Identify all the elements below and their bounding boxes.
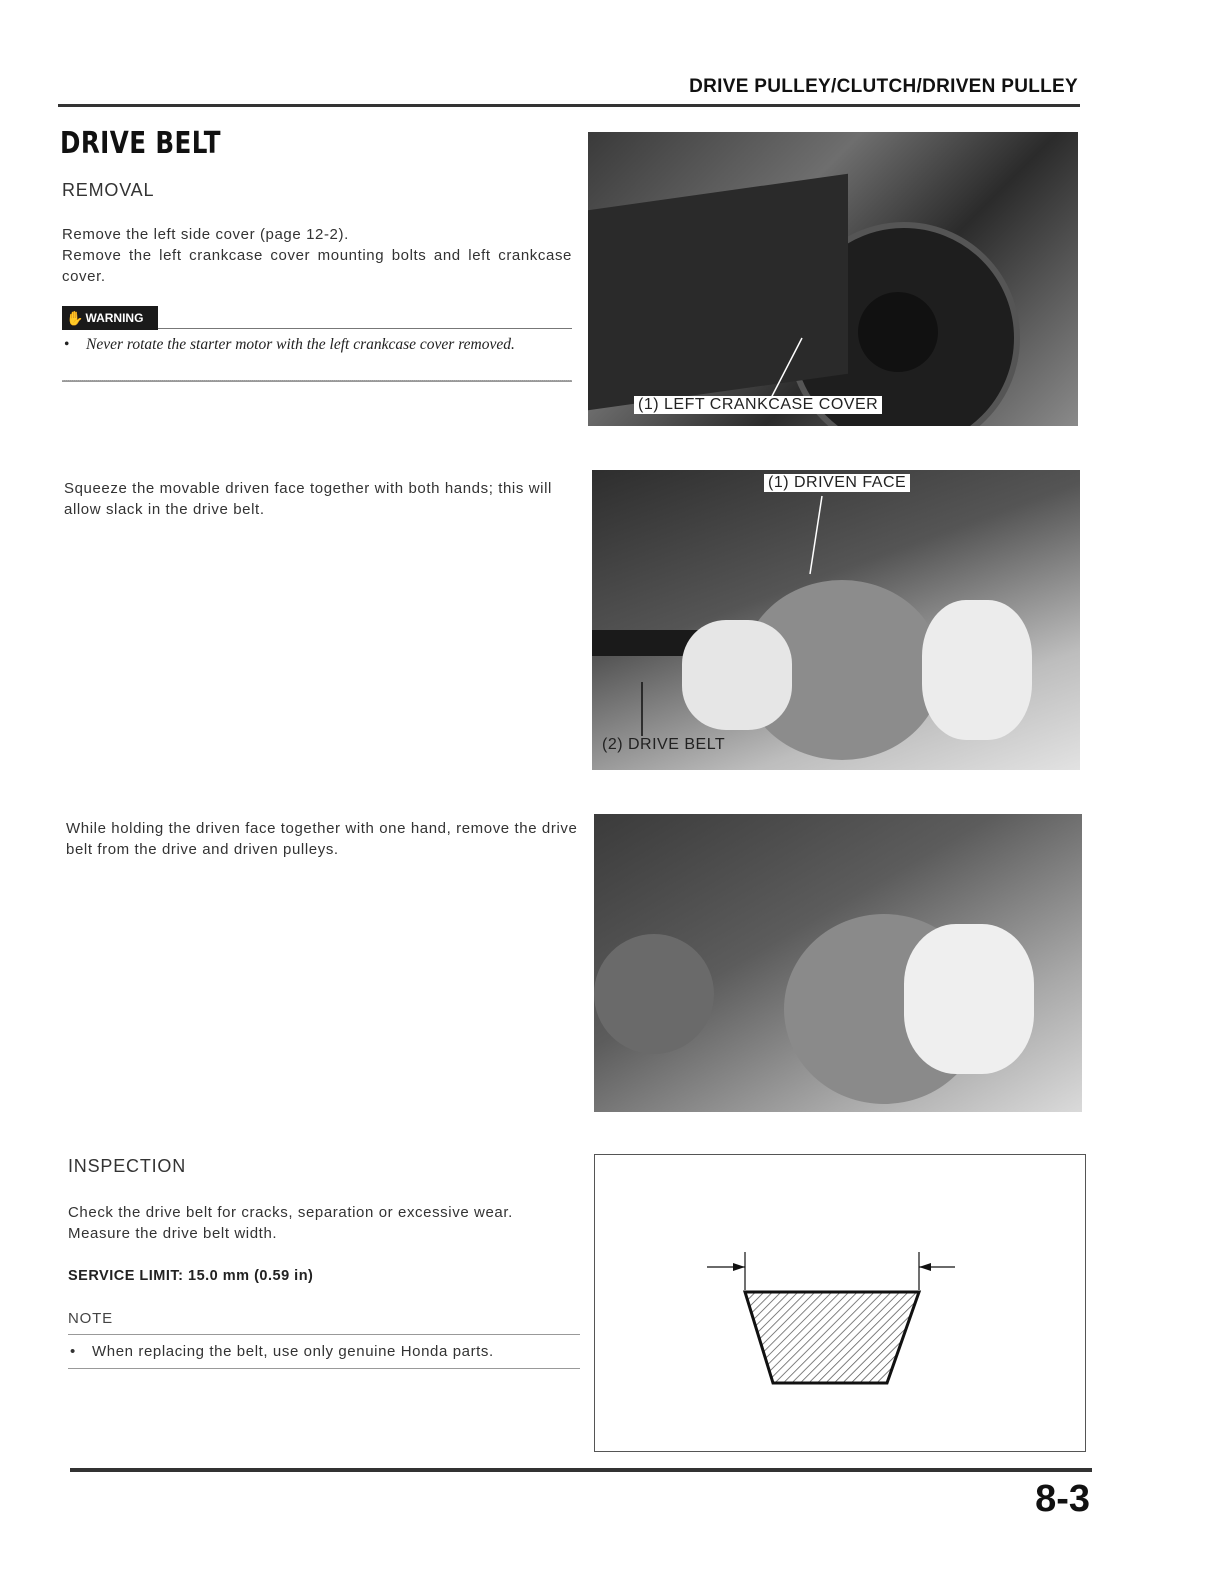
removal-step-1 — [62, 224, 572, 287]
photo-left-crankcase-cover — [588, 132, 1078, 426]
drive-pulley-shape — [594, 934, 714, 1054]
belt-width-diagram — [594, 1154, 1086, 1452]
bottom-rule — [70, 1468, 1092, 1472]
warning-message: Never rotate the starter motor with the left crankcase cover removed. — [86, 336, 515, 353]
removal-step-1-line-1: Remove the left side cover (page 12-2). — [62, 226, 349, 243]
warning-text — [64, 334, 574, 355]
bullet-icon: • — [64, 336, 70, 353]
left-arrowhead-icon — [733, 1263, 745, 1271]
photo-1-leader-line — [588, 132, 1078, 426]
note-text: When replacing the belt, use only genuine Honda parts. — [92, 1343, 494, 1360]
photo-remove-drive-belt — [594, 814, 1082, 1112]
belt-cross-section — [745, 1292, 919, 1383]
inspection-text-line-2: Measure the drive belt width. — [68, 1225, 278, 1242]
right-arrowhead-icon — [919, 1263, 931, 1271]
warning-rule-bottom — [62, 380, 572, 382]
warning-rule-top — [158, 328, 572, 329]
note-rule-bottom — [68, 1368, 580, 1369]
removal-step-2: Squeeze the movable driven face together with both hands; this will allow slack in the drive belt. — [64, 480, 552, 518]
callout-driven-face: (1) DRIVEN FACE — [764, 474, 910, 492]
holding-hand-shape — [904, 924, 1034, 1074]
chapter-header: DRIVE PULLEY/CLUTCH/DRIVEN PULLEY — [689, 76, 1078, 97]
inspection-heading: INSPECTION — [68, 1156, 187, 1176]
removal-step-1-line-2: Remove the left crankcase cover mounting bolts and left crankcase cover. — [62, 247, 572, 285]
service-limit: SERVICE LIMIT: 15.0 mm (0.59 in) — [68, 1268, 314, 1284]
note-item — [70, 1341, 580, 1362]
removal-heading: REMOVAL — [62, 180, 155, 200]
photo-2-leader-lines — [592, 470, 1080, 770]
warning-badge — [62, 306, 158, 330]
top-rule — [58, 104, 1080, 107]
photo-driven-face — [592, 470, 1080, 770]
page-number: 8-3 — [1035, 1478, 1090, 1520]
removal-step-3: While holding the driven face together with one hand, remove the drive belt from the drive and driven pulleys. — [66, 820, 578, 858]
callout-left-crankcase-cover: (1) LEFT CRANKCASE COVER — [634, 396, 882, 414]
warning-label: WARNING — [85, 311, 144, 325]
inspection-text — [68, 1202, 588, 1244]
hand-warning-icon: ✋ — [66, 309, 84, 326]
section-title: DRIVE BELT — [60, 126, 221, 161]
note-label: NOTE — [68, 1310, 113, 1327]
bullet-icon: • — [70, 1343, 76, 1360]
inspection-text-line-1: Check the drive belt for cracks, separation or excessive wear. — [68, 1204, 513, 1221]
belt-cross-section-svg — [595, 1155, 1085, 1451]
callout-drive-belt: (2) DRIVE BELT — [602, 736, 726, 753]
note-rule-top — [68, 1334, 580, 1335]
